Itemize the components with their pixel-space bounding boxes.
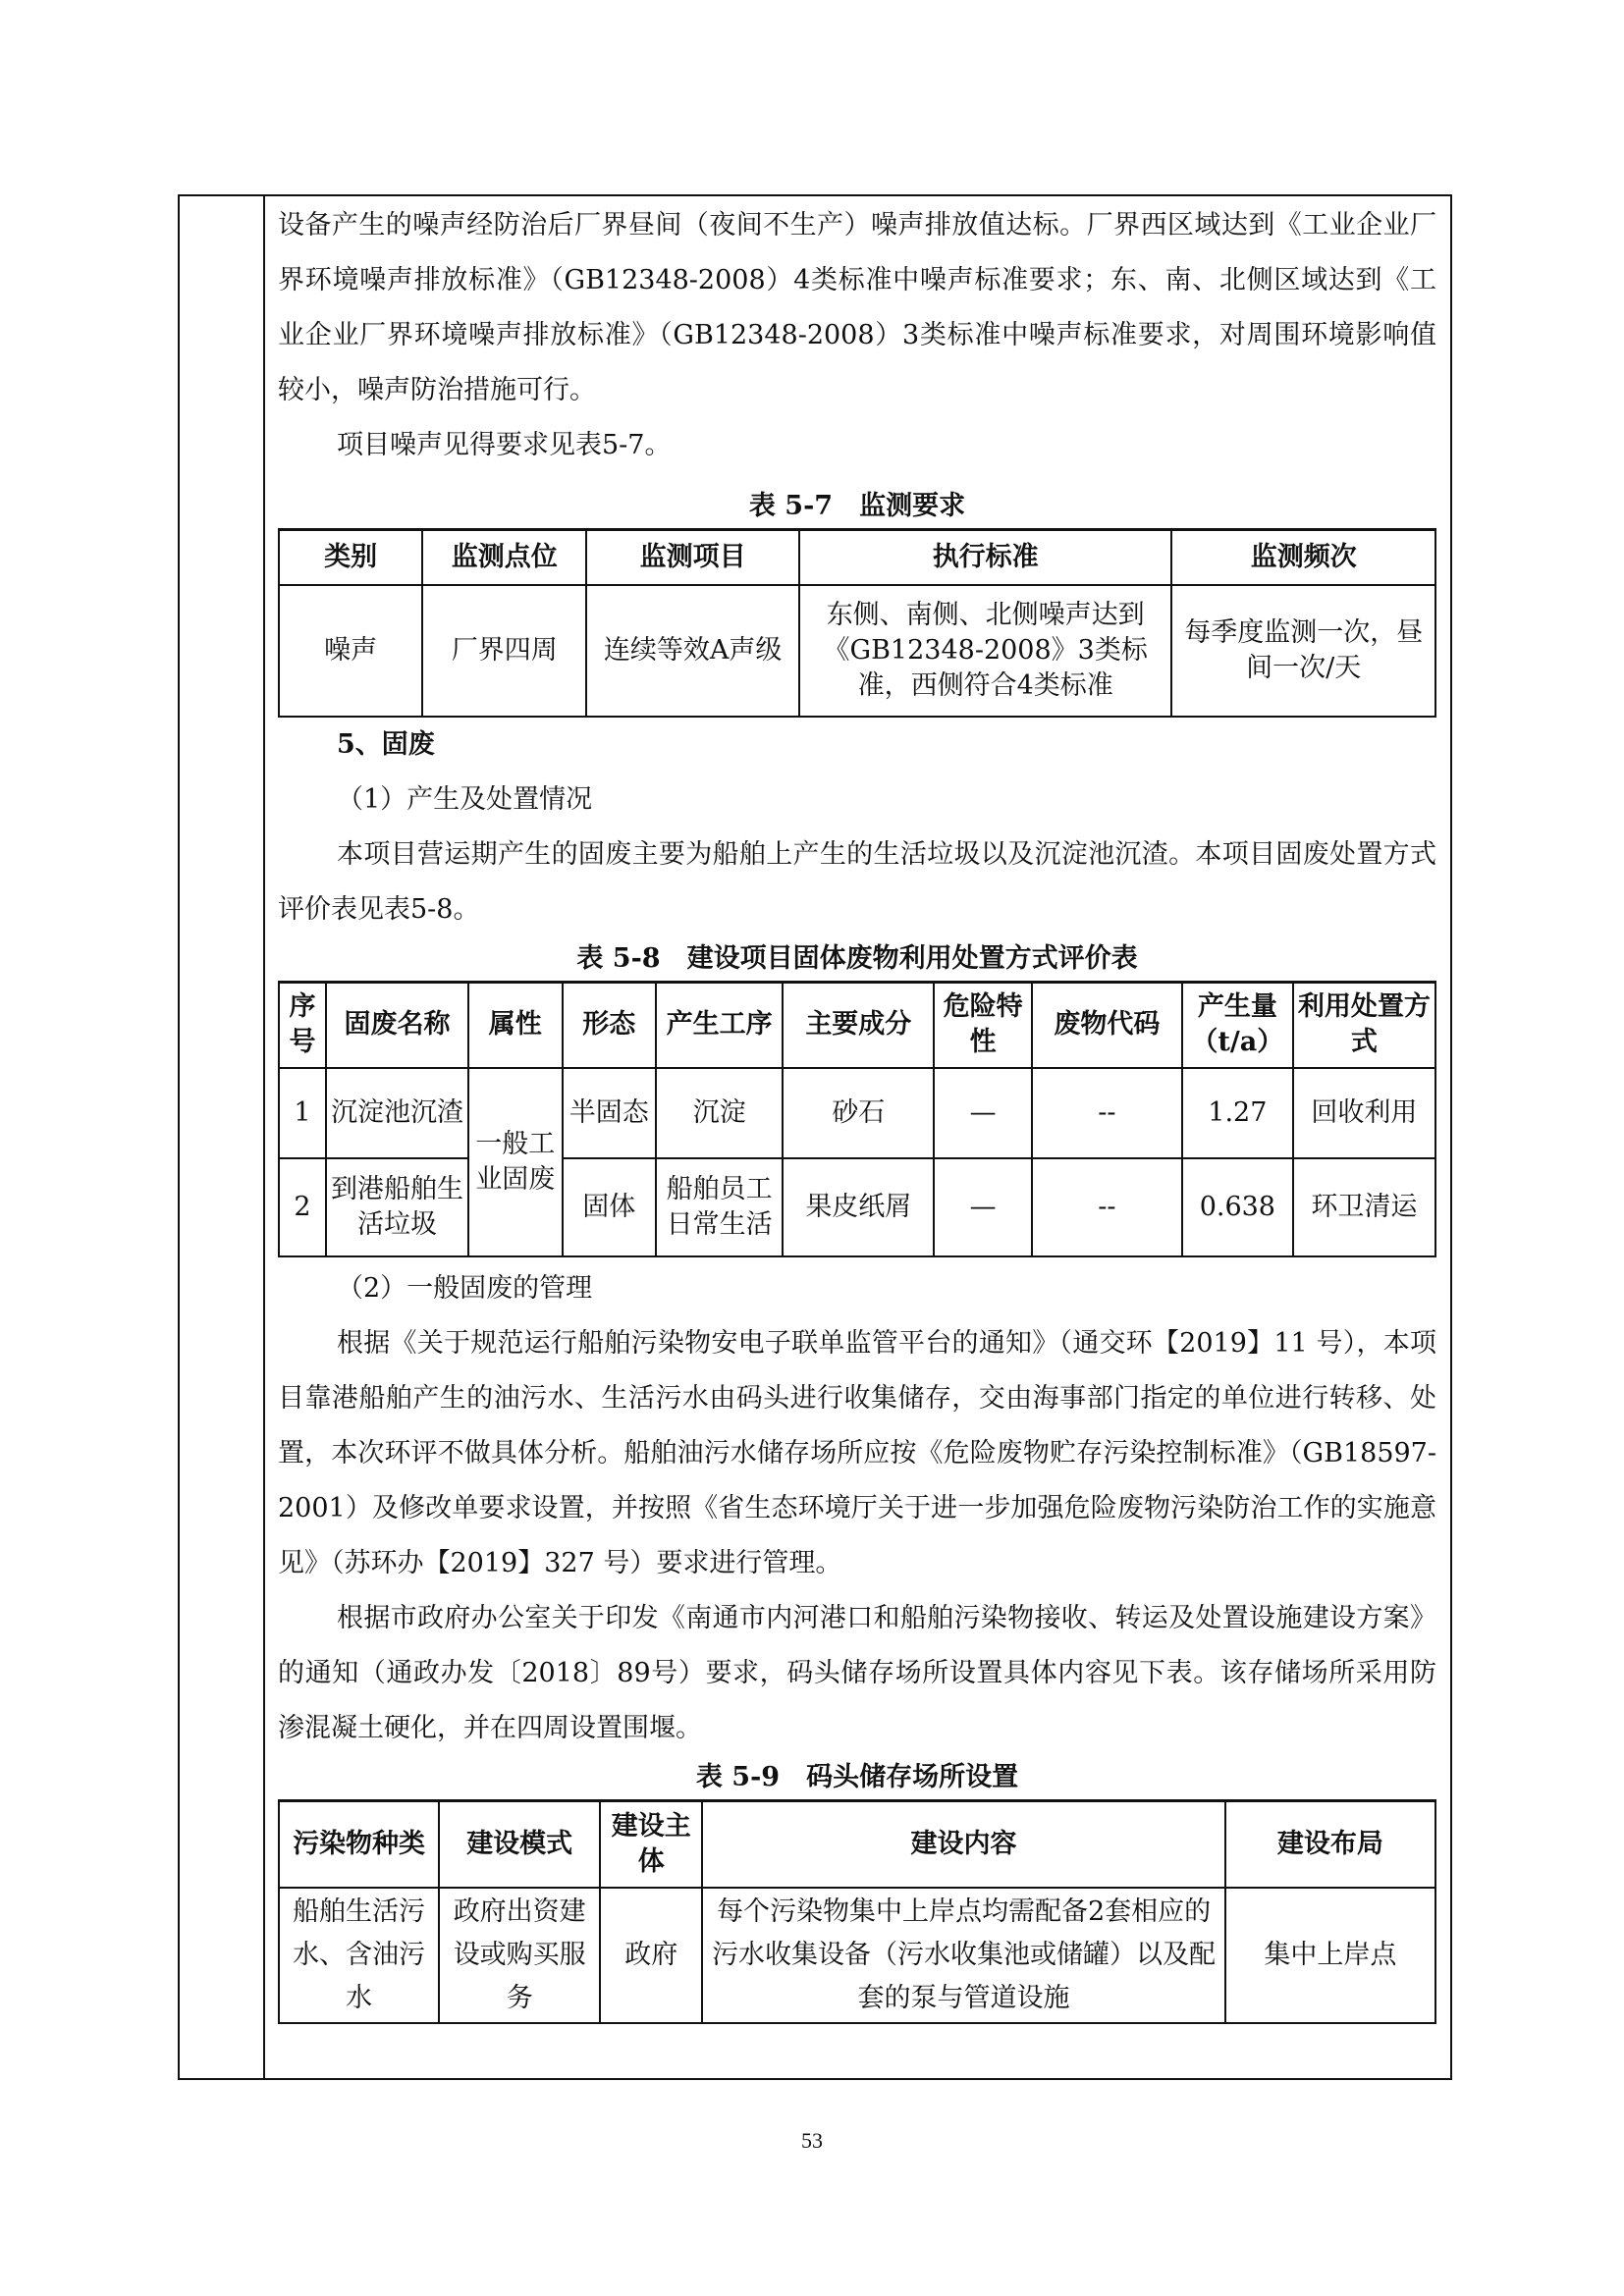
table59-cell: 每个污染物集中上岸点均需配备2套相应的污水收集设备（污水收集池或储罐）以及配套的泵与管道设施 (702, 1888, 1224, 2023)
table58-cell-attribute: 一般工业固废 (468, 1068, 563, 1256)
table58-cell-name: 沉淀池沉渣 (326, 1068, 468, 1158)
table58-cell-component: 果皮纸屑 (783, 1158, 934, 1256)
table58-cell-disposal: 回收利用 (1293, 1068, 1435, 1158)
table58-cell-code: -- (1032, 1158, 1182, 1256)
table57-header: 执行标准 (799, 530, 1172, 585)
section-title-solid-waste: 5、固废 (337, 728, 435, 760)
table57-header: 监测点位 (422, 530, 586, 585)
table58-cell-hazard: — (934, 1068, 1031, 1158)
subsection-title-generation: （1）产生及处置情况 (337, 783, 593, 815)
table59-cell: 政府出资建设或购买服务 (439, 1888, 600, 2023)
table58-header: 序号 (279, 982, 326, 1068)
table-5-8 (278, 981, 1436, 1258)
table58-cell-code: -- (1032, 1068, 1182, 1158)
table58-cell-component: 砂石 (783, 1068, 934, 1158)
table58-header: 形态 (563, 982, 657, 1068)
table-5-9 (278, 1799, 1436, 2024)
paragraph-storage-plan: 根据市政府办公室关于印发《南通市内河港口和船舶污染物接收、转运及处置设施建设方案》的通知（通政办发〔2018〕89号）要求，码头储存场所设置具体内容见下表。该存储场所采用防渗混凝土硬化，并在四周设置围堰。 (278, 1603, 1436, 1743)
table58-header: 属性 (468, 982, 563, 1068)
table58-cell-hazard: — (934, 1158, 1031, 1256)
table57-header: 监测频次 (1171, 530, 1435, 585)
table58-cell-form: 固体 (563, 1158, 657, 1256)
table58-header: 主要成分 (783, 982, 934, 1068)
table-row (279, 585, 1435, 717)
main-content (278, 196, 1436, 2024)
table58-cell-form: 半固态 (563, 1068, 657, 1158)
table-row (279, 1068, 1435, 1158)
left-label-column (180, 196, 265, 2078)
table59-cell: 集中上岸点 (1225, 1888, 1435, 2023)
table-5-7 (278, 528, 1436, 718)
table-row (279, 1158, 1435, 1256)
table59-header: 建设布局 (1225, 1801, 1435, 1888)
table57-header: 类别 (279, 530, 422, 585)
table58-header-row (279, 982, 1435, 1068)
table58-header: 固废名称 (326, 982, 468, 1068)
paragraph-management-notice: 根据《关于规范运行船舶污染物安电子联单监管平台的通知》（通交环【2019】11 号），本项目靠港船舶产生的油污水、生活污水由码头进行收集储存，交由海事部门指定的单位进行转移、处置，本次环评不做具体分析。船舶油污水储存场所应按《危险废物贮存污染控制标准》（GB18597-2001）及修改单要求设置，并按照《省生态环境厅关于进一步加强危险废物污染防治工作的实施意见》（苏环办【2019】327 号）要求进行管理。 (278, 1328, 1436, 1578)
table59-cell: 政府 (600, 1888, 702, 2023)
paragraph-noise-reference: 项目噪声见得要求见表5-7。 (337, 430, 672, 460)
paragraph-noise-conclusion: 设备产生的噪声经防治后厂界昼间（夜间不生产）噪声排放值达标。厂界西区域达到《工业企业厂界环境噪声排放标准》（GB12348-2008）4类标准中噪声标准要求；东、南、北侧区域达到《工业企业厂界环境噪声排放标准》（GB12348-2008）3类标准中噪声标准要求，对周围环境影响值较小，噪声防治措施可行。 (278, 210, 1436, 405)
paragraph-solid-waste-intro: 本项目营运期产生的固废主要为船舶上产生的生活垃圾以及沉淀池沉渣。本项目固废处置方式评价表见表5-8。 (278, 838, 1436, 925)
table58-cell-no: 1 (279, 1068, 326, 1158)
table58-cell-process: 船舶员工日常生活 (656, 1158, 783, 1256)
table59-header: 污染物种类 (279, 1801, 439, 1888)
table58-cell-disposal: 环卫清运 (1293, 1158, 1435, 1256)
table59-header: 建设内容 (702, 1801, 1224, 1888)
table57-header: 监测项目 (586, 530, 799, 585)
table58-cell-name: 到港船舶生活垃圾 (326, 1158, 468, 1256)
table58-cell-amount: 0.638 (1182, 1158, 1293, 1256)
page-frame (178, 194, 1452, 2080)
table58-header: 产生量（t/a） (1182, 982, 1293, 1068)
table58-caption: 表 5-8 建设项目固体废物利用处置方式评价表 (576, 942, 1138, 974)
page-number: 53 (801, 2128, 823, 2153)
table-row (279, 1888, 1435, 2023)
table57-caption: 表 5-7 监测要求 (748, 491, 966, 521)
table58-cell-no: 2 (279, 1158, 326, 1256)
subsection-title-management: （2）一般固废的管理 (337, 1273, 593, 1304)
table57-header-row (279, 530, 1435, 585)
table58-header: 利用处置方式 (1293, 982, 1435, 1068)
table59-header-row (279, 1801, 1435, 1888)
table58-header: 产生工序 (656, 982, 783, 1068)
table57-cell: 厂界四周 (422, 585, 586, 717)
table59-caption: 表 5-9 码头储存场所设置 (695, 1762, 1019, 1792)
table57-cell: 东侧、南侧、北侧噪声达到《GB12348-2008》3类标准，西侧符合4类标准 (799, 585, 1172, 717)
table59-cell: 船舶生活污水、含油污水 (279, 1888, 439, 2023)
table59-header: 建设模式 (439, 1801, 600, 1888)
table57-cell: 噪声 (279, 585, 422, 717)
table58-header: 废物代码 (1032, 982, 1182, 1068)
table59-header: 建设主体 (600, 1801, 702, 1888)
table57-cell: 每季度监测一次，昼间一次/天 (1171, 585, 1435, 717)
table57-cell: 连续等效A声级 (586, 585, 799, 717)
table58-cell-amount: 1.27 (1182, 1068, 1293, 1158)
table58-header: 危险特性 (934, 982, 1031, 1068)
table58-cell-process: 沉淀 (656, 1068, 783, 1158)
